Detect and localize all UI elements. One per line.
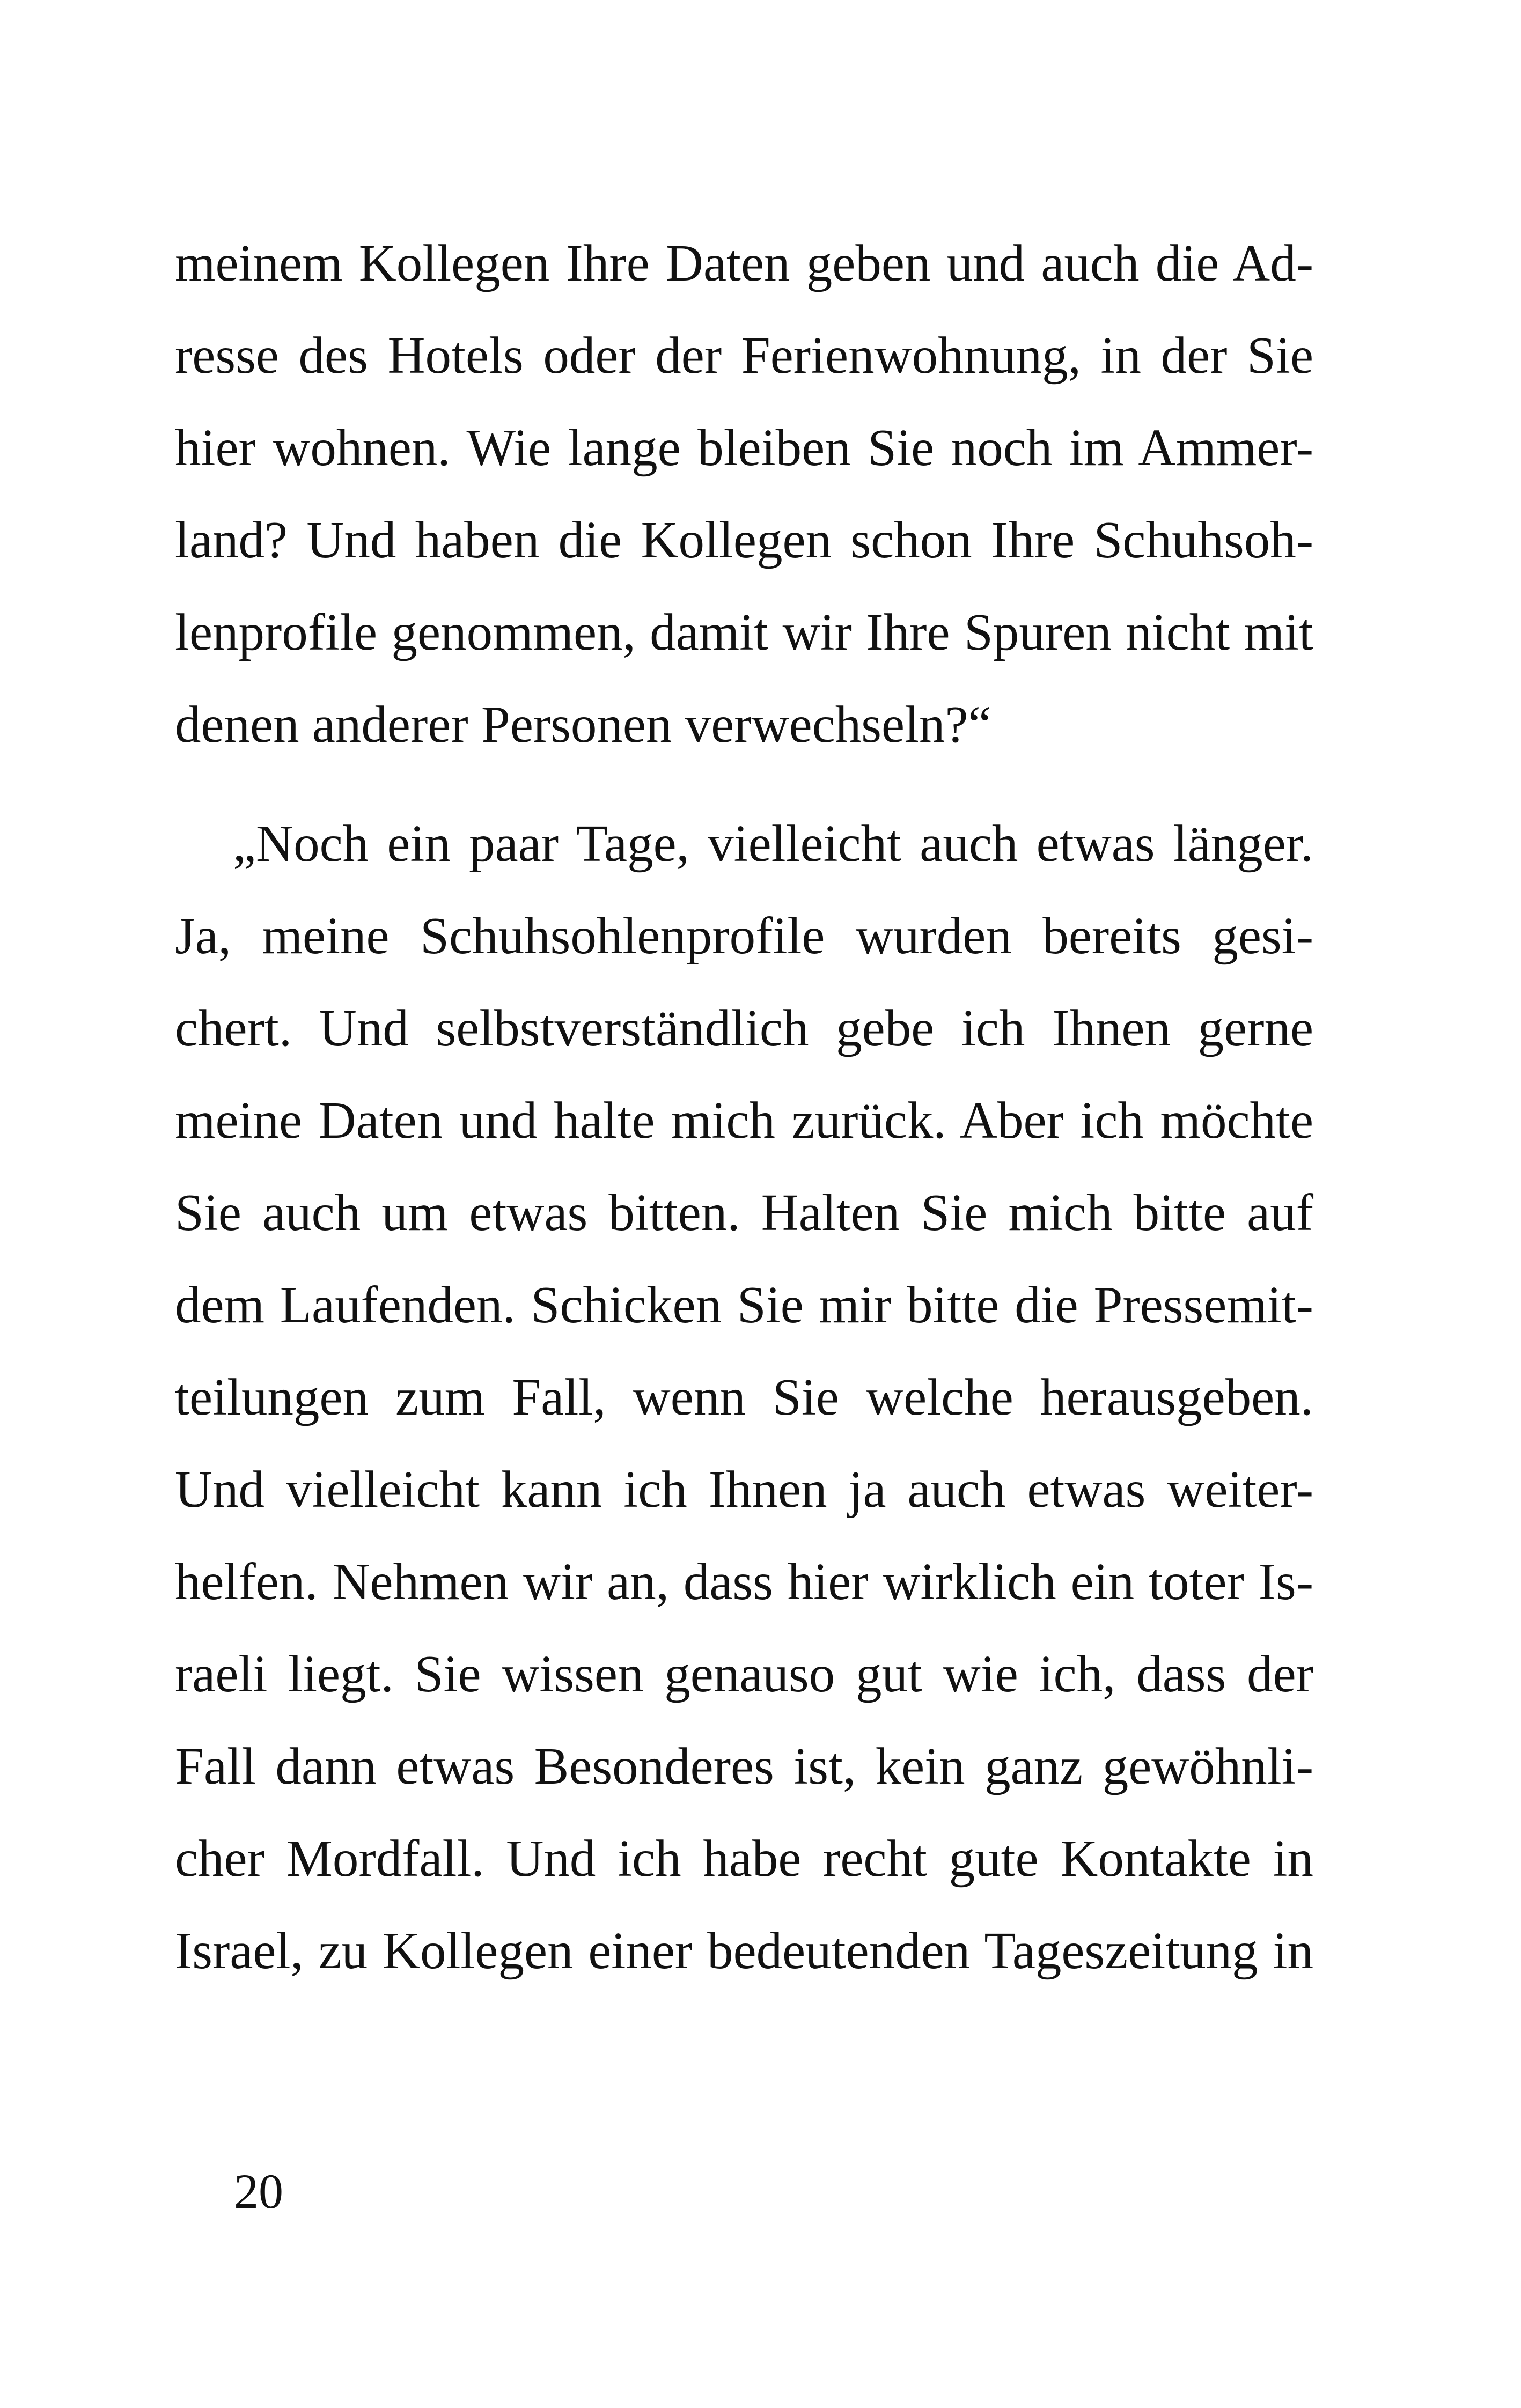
paragraph-spacer bbox=[175, 771, 1313, 798]
text-line: meine Daten und halte mich zurück. Aber ich möchte bbox=[175, 1092, 1313, 1149]
text-line: Ja, meine Schuhsohlenprofile wurden bereits gesi- bbox=[175, 907, 1313, 964]
text-line: resse des Hotels oder der Ferienwohnung, in der Sie bbox=[175, 327, 1313, 384]
text-line: denen anderer Personen verwechseln?“ bbox=[175, 696, 991, 753]
text-line: chert. Und selbstverständlich gebe ich Ihnen gerne bbox=[175, 999, 1313, 1057]
text-line: teilungen zum Fall, wenn Sie welche herausgeben. bbox=[175, 1368, 1313, 1426]
text-line: land? Und haben die Kollegen schon Ihre Schuhsoh- bbox=[175, 511, 1313, 569]
text-line: helfen. Nehmen wir an, dass hier wirklich ein toter Is- bbox=[175, 1553, 1313, 1610]
text-line: Israel, zu Kollegen einer bedeutenden Tageszeitung in bbox=[175, 1922, 1313, 1979]
text-line: raeli liegt. Sie wissen genauso gut wie ich, dass der bbox=[175, 1645, 1313, 1703]
text-line: meinem Kollegen Ihre Daten geben und auch die Ad- bbox=[175, 234, 1313, 292]
paragraph bbox=[175, 798, 1313, 1997]
text-line: cher Mordfall. Und ich habe recht gute Kontakte in bbox=[175, 1830, 1313, 1887]
text-line: Und vielleicht kann ich Ihnen ja auch etwas weiter- bbox=[175, 1461, 1313, 1518]
text-line: hier wohnen. Wie lange bleiben Sie noch im Ammer- bbox=[175, 419, 1313, 476]
text-line: „Noch ein paar Tage, vielleicht auch etwas länger. bbox=[233, 815, 1313, 872]
body-text bbox=[175, 217, 1313, 1997]
text-line: Fall dann etwas Besonderes ist, kein ganz gewöhnli- bbox=[175, 1737, 1313, 1795]
text-line: dem Laufenden. Schicken Sie mir bitte die Pressemit- bbox=[175, 1276, 1313, 1334]
paragraph bbox=[175, 217, 1313, 771]
text-line: lenprofile genommen, damit wir Ihre Spuren nicht mit bbox=[175, 603, 1313, 661]
page-number: 20 bbox=[234, 2164, 283, 2219]
text-line: Sie auch um etwas bitten. Halten Sie mich bitte auf bbox=[175, 1184, 1313, 1241]
